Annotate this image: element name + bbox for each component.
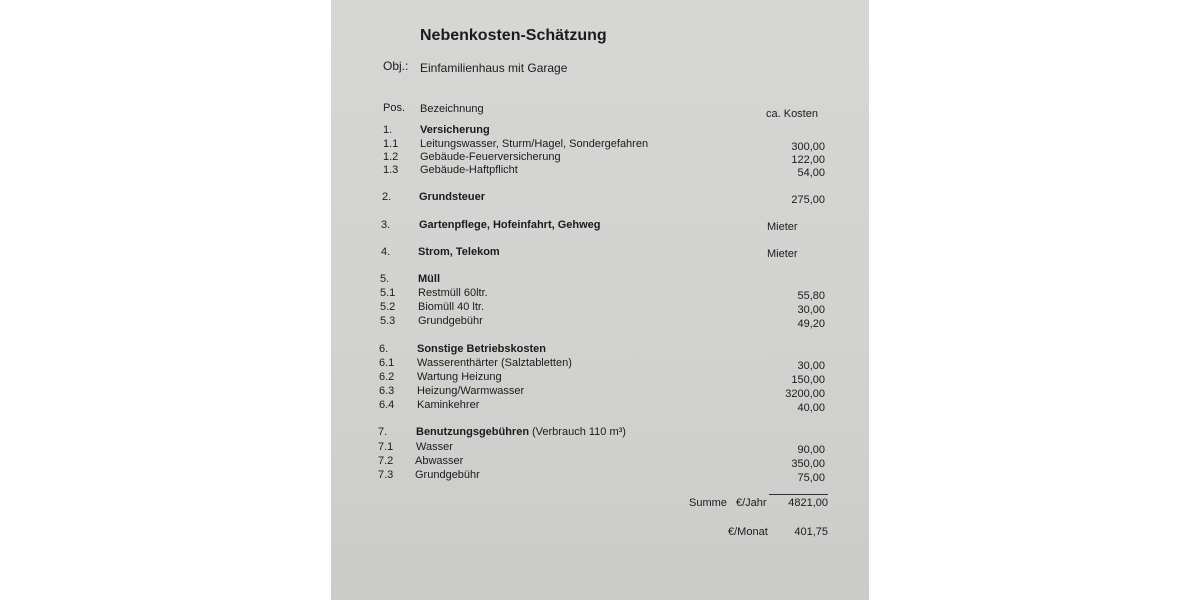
row-cost: Mieter	[767, 248, 798, 260]
consumption-note: (Verbrauch 110 m³)	[532, 426, 626, 438]
row-description: Gebäude-Haftpflicht	[420, 164, 518, 176]
row-cost: 55,80	[797, 290, 825, 302]
sum-underline	[769, 494, 828, 495]
object-label: Obj.:	[383, 59, 409, 73]
row-cost: 150,00	[791, 374, 825, 386]
section-heading: Strom, Telekom	[418, 246, 500, 258]
month-unit-label: €/Monat	[728, 526, 768, 538]
row-description: Kaminkehrer	[417, 399, 480, 411]
row-position: 7.	[378, 426, 388, 438]
row-description: Heizung/Warmwasser	[417, 385, 525, 397]
header-description: Bezeichnung	[420, 103, 484, 115]
row-position: 6.3	[379, 385, 395, 397]
row-cost: 122,00	[791, 154, 825, 166]
row-description: Grundgebühr	[418, 315, 483, 327]
row-cost: 300,00	[791, 141, 825, 153]
header-pos: Pos.	[383, 102, 406, 114]
row-description: Gebäude-Feuerversicherung	[420, 151, 561, 163]
section-heading: Sonstige Betriebskosten	[417, 343, 546, 355]
row-position: 1.1	[383, 138, 399, 150]
row-description: Wartung Heizung	[417, 371, 502, 383]
document-title: Nebenkosten-Schätzung	[420, 27, 607, 44]
section-heading: Müll	[418, 273, 440, 285]
row-description: Biomüll 40 ltr.	[418, 301, 485, 313]
row-position: 6.2	[379, 371, 395, 383]
row-cost: 30,00	[797, 360, 825, 372]
row-position: 7.1	[378, 441, 394, 453]
section-heading: Versicherung	[420, 124, 490, 136]
row-description: Wasser	[416, 441, 453, 453]
row-position: 7.2	[378, 455, 394, 467]
section-heading: Grundsteuer	[419, 191, 486, 203]
month-total: 401,75	[794, 526, 828, 538]
year-total: 4821,00	[788, 497, 828, 509]
sum-label: Summe	[689, 497, 727, 509]
row-position: 6.4	[379, 399, 395, 411]
row-position: 5.3	[380, 315, 396, 327]
row-cost: 30,00	[797, 304, 825, 316]
row-description: Restmüll 60ltr.	[418, 287, 488, 299]
row-description: Grundgebühr	[415, 469, 480, 481]
row-position: 6.	[379, 343, 389, 355]
row-description: Wasserenthärter (Salztabletten)	[417, 357, 572, 369]
row-position: 6.1	[379, 357, 395, 369]
row-cost: 54,00	[797, 167, 825, 179]
row-position: 4.	[381, 246, 391, 258]
row-position: 2.	[382, 191, 392, 203]
row-position: 1.2	[383, 151, 399, 163]
row-cost: 90,00	[797, 444, 825, 456]
row-cost: 49,20	[797, 318, 825, 330]
row-position: 5.1	[380, 287, 396, 299]
row-position: 3.	[381, 219, 391, 231]
section-heading: Gartenpflege, Hofeinfahrt, Gehweg	[419, 219, 601, 231]
row-cost: 40,00	[797, 402, 825, 414]
header-cost: ca. Kosten	[766, 108, 818, 120]
row-cost: Mieter	[767, 221, 798, 233]
document-page	[331, 0, 869, 600]
object-value: Einfamilienhaus mit Garage	[420, 61, 568, 75]
row-position: 5.2	[380, 301, 396, 313]
row-cost: 275,00	[791, 194, 825, 206]
row-cost: 350,00	[791, 458, 825, 470]
section-heading: Benutzungsgebühren	[416, 426, 530, 438]
row-position: 7.3	[378, 469, 394, 481]
row-cost: 3200,00	[785, 388, 825, 400]
row-description: Abwasser	[415, 455, 464, 467]
row-position: 1.3	[383, 164, 399, 176]
row-position: 1.	[383, 124, 393, 136]
year-unit-label: €/Jahr	[736, 497, 767, 509]
row-position: 5.	[380, 273, 390, 285]
row-cost: 75,00	[797, 472, 825, 484]
row-description: Leitungswasser, Sturm/Hagel, Sondergefahren	[420, 138, 649, 150]
